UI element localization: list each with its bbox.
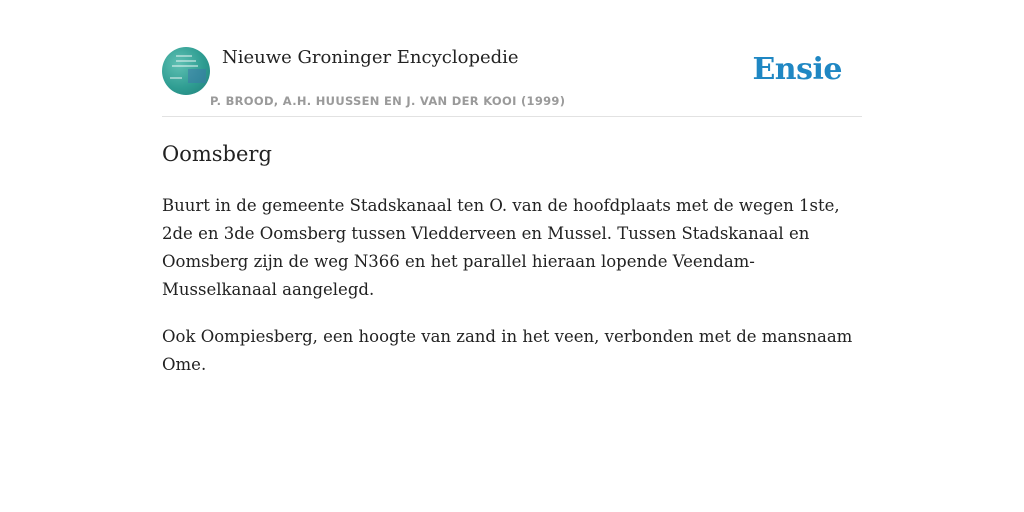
header — [162, 0, 862, 117]
cover-map — [188, 69, 206, 83]
book-authors: P. BROOD, A.H. HUUSSEN EN J. VAN DER KOOI (1999) — [210, 94, 566, 108]
content-container — [162, 0, 862, 374]
book-cover-icon[interactable] — [162, 47, 210, 95]
cover-line — [176, 60, 196, 62]
entry-paragraph: Ook Oompiesberg, een hoogte van zand in het veen, verbonden met de mansnaam Ome. — [162, 327, 853, 374]
cover-line — [172, 65, 198, 67]
entry-paragraph: Buurt in de gemeente Stadskanaal ten O. van de hoofdplaats met de wegen 1ste, 2de en 3de Oomsberg tussen Vledderveen en Mussel. Tussen Stadskanaal en Oomsberg zijn de weg N366 en het parallel hieraan lopende Veendam-Musselkanaal aangelegd. — [162, 196, 840, 299]
cover-line — [170, 77, 182, 79]
entry-body — [162, 192, 862, 398]
book-title[interactable]: Nieuwe Groninger Encyclopedie — [222, 47, 519, 68]
entry-title: Oomsberg — [162, 142, 272, 166]
cover-line — [176, 55, 192, 57]
ensie-logo[interactable]: Ensie — [752, 52, 842, 87]
